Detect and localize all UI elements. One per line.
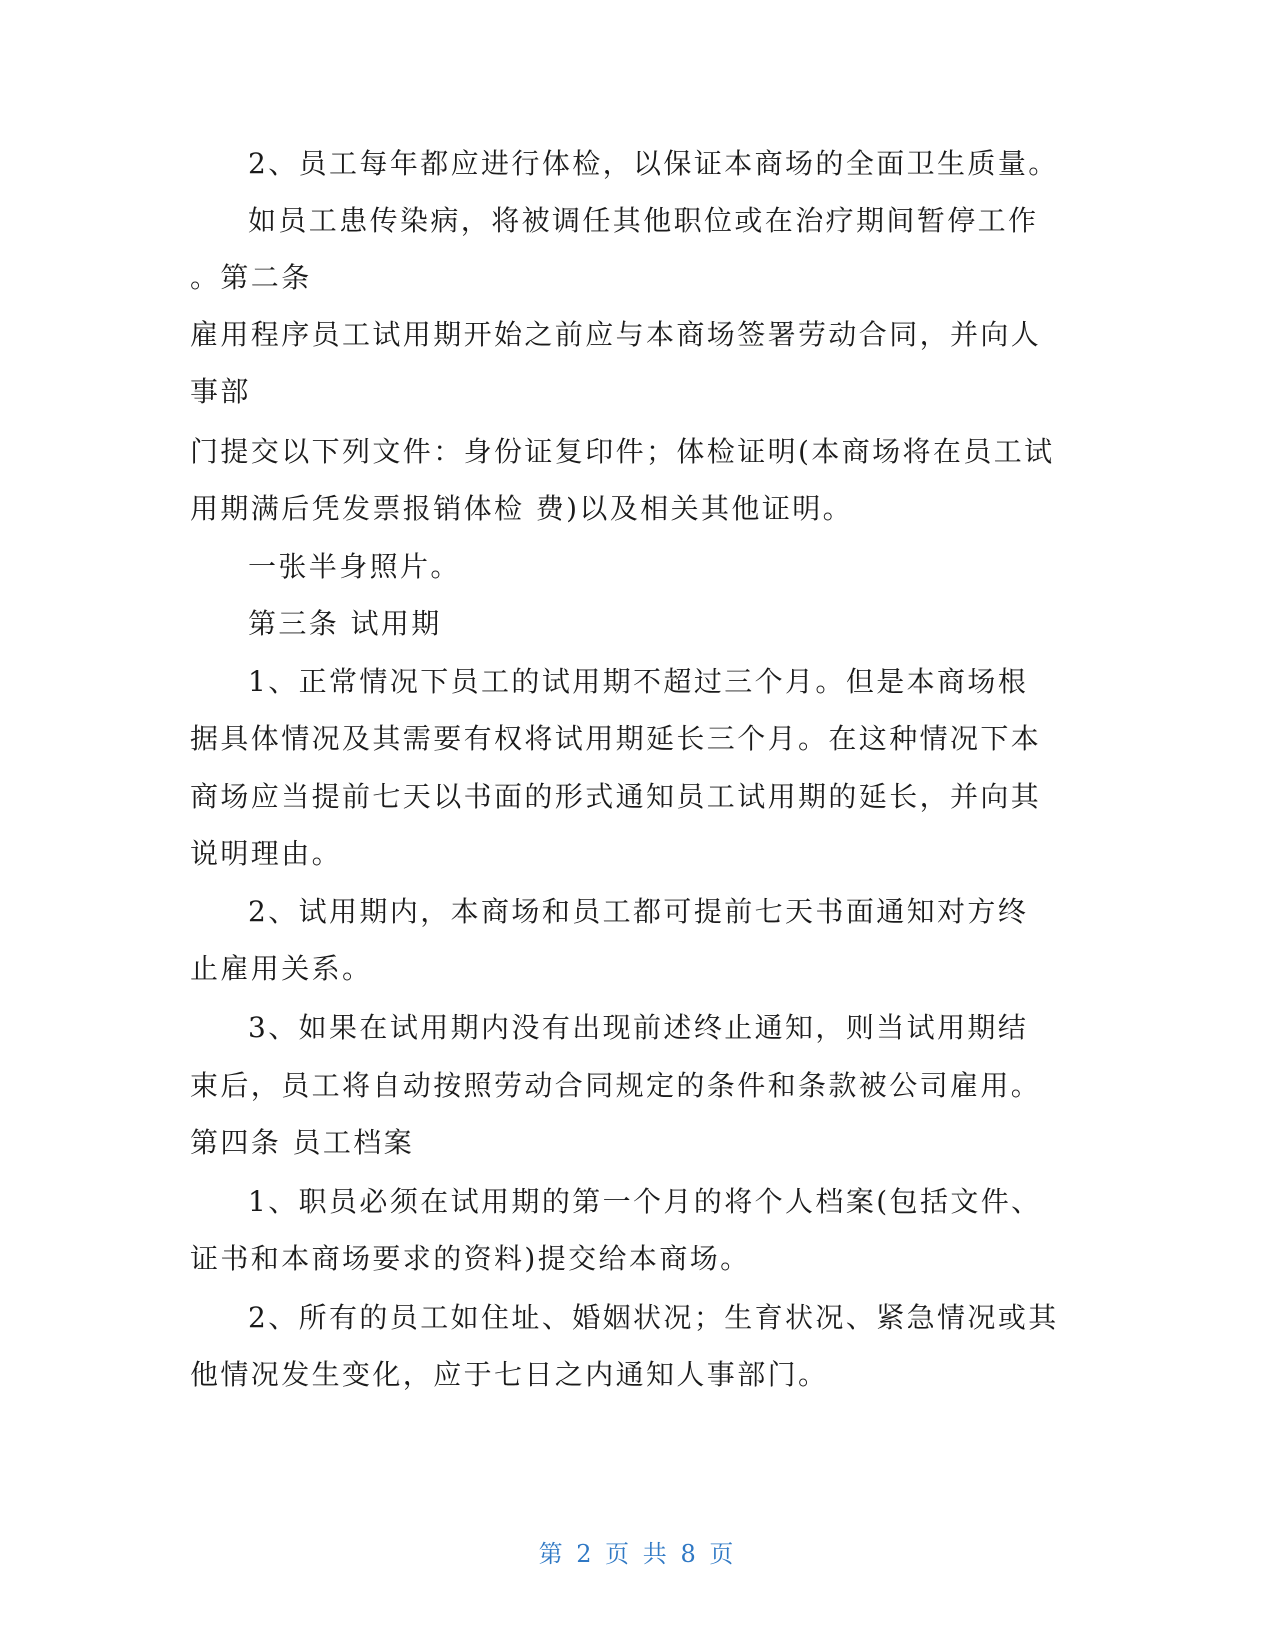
text-line: 事部 bbox=[190, 375, 251, 408]
text-line: 2、试用期内，本商场和员工都可提前七天书面通知对方终 bbox=[248, 895, 1029, 928]
text-line: 束后，员工将自动按照劳动合同规定的条件和条款被公司雇用。 bbox=[190, 1069, 1042, 1102]
text-line: 。第二条 bbox=[190, 261, 312, 294]
text-line: 1、职员必须在试用期的第一个月的将个人档案(包括文件、 bbox=[248, 1185, 1042, 1218]
text-line: 他情况发生变化，应于七日之内通知人事部门。 bbox=[190, 1358, 829, 1391]
text-line: 说明理由。 bbox=[190, 837, 343, 870]
section-heading: 第四条 员工档案 bbox=[190, 1126, 415, 1159]
text-line: 2、员工每年都应进行体检，以保证本商场的全面卫生质量。 bbox=[248, 147, 1059, 180]
text-line: 1、正常情况下员工的试用期不超过三个月。但是本商场根 bbox=[248, 665, 1029, 698]
text-line: 据具体情况及其需要有权将试用期延长三个月。在这种情况下本 bbox=[190, 722, 1042, 755]
text-line: 证书和本商场要求的资料)提交给本商场。 bbox=[190, 1242, 751, 1275]
page-number: 第 2 页 共 8 页 bbox=[538, 1540, 737, 1568]
text-line: 止雇用关系。 bbox=[190, 952, 373, 985]
text-line: 2、所有的员工如住址、婚姻状况；生育状况、紧急情况或其 bbox=[248, 1301, 1059, 1334]
text-line: 如员工患传染病，将被调任其他职位或在治疗期间暂停工作 bbox=[248, 204, 1039, 237]
text-line: 雇用程序员工试用期开始之前应与本商场签署劳动合同，并向人 bbox=[190, 318, 1042, 351]
text-line: 一张半身照片。 bbox=[248, 550, 461, 583]
text-line: 用期满后凭发票报销体检 费)以及相关其他证明。 bbox=[190, 492, 854, 525]
text-line: 商场应当提前七天以书面的形式通知员工试用期的延长，并向其 bbox=[190, 780, 1042, 813]
section-heading: 第三条 试用期 bbox=[248, 607, 442, 640]
text-line: 门提交以下列文件：身份证复印件；体检证明(本商场将在员工试 bbox=[190, 435, 1055, 468]
text-line: 3、如果在试用期内没有出现前述终止通知，则当试用期结 bbox=[248, 1011, 1029, 1044]
